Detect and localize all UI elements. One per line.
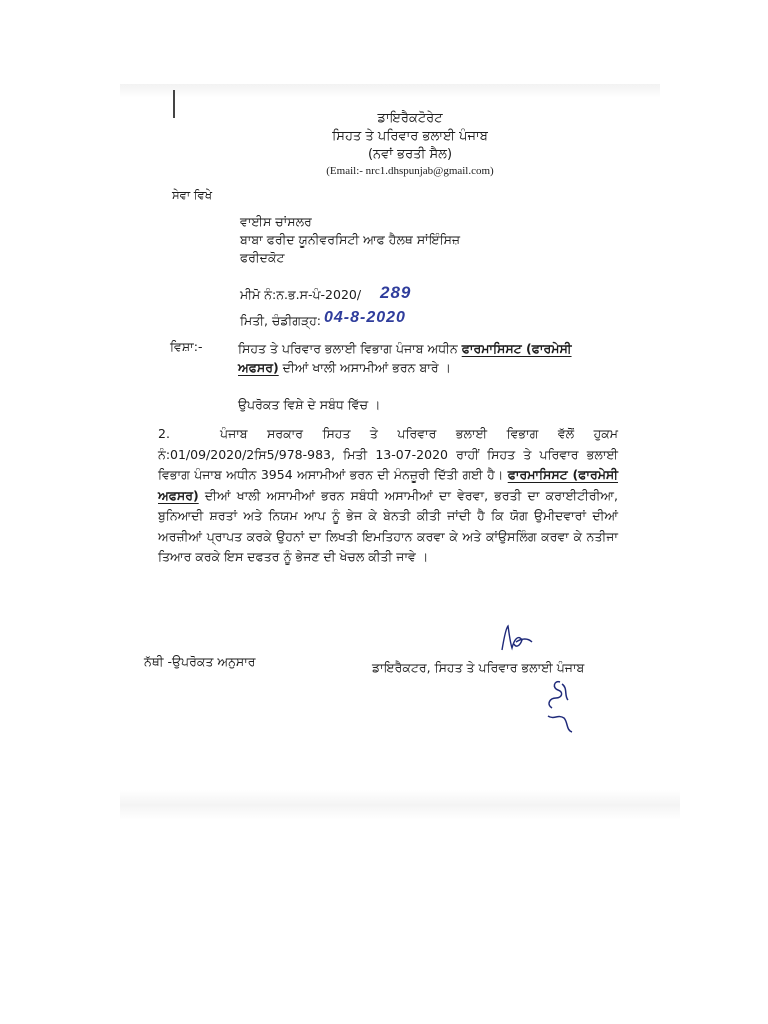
header-email: (Email:- nrc1.dhspunjab@gmail.com) bbox=[326, 165, 494, 177]
enclosure-note: ਨੱਥੀ -ਉਪਰੋਕਤ ਅਨੁਸਾਰ bbox=[144, 654, 256, 669]
director-initials-signature bbox=[496, 622, 540, 656]
reference-line: ਉਪਰੋਕਤ ਵਿਸ਼ੇ ਦੇ ਸਬੰਧ ਵਿੱਚ । bbox=[238, 397, 381, 412]
body-paragraph bbox=[158, 424, 618, 568]
header-directorate: ਡਾਇਰੈਕਟੋਰੇਟ bbox=[377, 111, 443, 126]
subject-post-name: ਫਾਰਮਾਸਿਸਟ (ਫਾਰਮੇਸੀ bbox=[461, 341, 572, 356]
margin-pen-mark bbox=[173, 90, 175, 118]
subject-part-a: ਸਿਹਤ ਤੇ ਪਰਿਵਾਰ ਭਲਾਈ ਵਿਭਾਗ ਪੰਜਾਬ ਅਧੀਨ bbox=[238, 341, 462, 356]
addressee-title: ਵਾਈਸ ਚਾਂਸਲਰ bbox=[240, 214, 312, 229]
header-department: ਸਿਹਤ ਤੇ ਪਰਿਵਾਰ ਭਲਾਈ ਪੰਜਾਬ bbox=[332, 129, 488, 144]
paragraph-post-name: ਫਾਰਮਾਸਿਸਟ (ਫਾਰਮੇਸੀ ਅਫਸਰ) bbox=[158, 467, 619, 503]
paragraph-text-b: ਦੀਆਂ ਖਾਲੀ ਅਸਾਮੀਆਂ ਭਰਨ ਸਬੰਧੀ ਅਸਾਮੀਆਂ ਦਾ ਵੇਰਵਾ, ਭਰਤੀ ਦਾ ਕਰਾਈਟੀਰੀਆ, ਬੁਨਿਆਦੀ ਸ਼ਰਤਾਂ ਅਤੇ ਨਿਯਮ ਆਪ ਨੂੰ ਭੇਜ ਕੇ ਬੇਨਤੀ ਕੀਤੀ ਜਾਂਦੀ ਹੈ ਕਿ ਯੋਗ ਉਮੀਦਵਾਰਾਂ ਦੀਆਂ ਅਰਜ਼ੀਆਂ ਪ੍ਰਾਪਤ ਕਰਕੇ ਉਹਨਾਂ ਦਾ ਲਿਖਤੀ ਇਮਤਿਹਾਨ ਕਰਵਾ ਕੇ ਅਤੇ ਕਾਂਉਸਲਿੰਗ ਕਰਵਾ ਕੇ ਨਤੀਜਾ ਤਿਆਰ ਕਰਕੇ ਇਸ ਦਫਤਰ ਨੂੰ ਭੇਜਣ ਦੀ ਖੇਚਲ ਕੀਤੀ ਜਾਵੇ । bbox=[158, 487, 618, 564]
subject-part-b: ਦੀਆਂ ਖਾਲੀ ਅਸਾਮੀਆਂ ਭਰਨ ਬਾਰੇ । bbox=[278, 359, 451, 375]
memo-label: ਮੀਮੋ ਨੰ:ਨ.ਭ.ਸ-ਪੰ-2020/ bbox=[240, 287, 362, 302]
scan-shadow-top bbox=[120, 84, 660, 98]
date-label: ਮਿਤੀ, ਚੰਡੀਗੜ੍ਹ: bbox=[240, 313, 322, 328]
header-cell: (ਨਵਾਂ ਭਰਤੀ ਸੈਲ) bbox=[367, 147, 453, 162]
scan-shadow-bottom bbox=[120, 790, 680, 820]
subject-label: ਵਿਸ਼ਾ:- bbox=[170, 339, 203, 354]
director-signature bbox=[540, 676, 586, 734]
addressee-city: ਫਰੀਦਕੋਟ bbox=[240, 250, 285, 265]
memo-number-handwritten: 289 bbox=[380, 283, 412, 302]
subject-post-name-cont: ਅਫਸਰ) bbox=[238, 359, 279, 375]
sewa-vikhe-label: ਸੇਵਾ ਵਿਖੇ bbox=[172, 188, 212, 202]
addressee-organization: ਬਾਬਾ ਫਰੀਦ ਯੂਨੀਵਰਸਿਟੀ ਆਫ ਹੈਲਥ ਸਾਂਇੰਸਿਜ਼ bbox=[240, 232, 461, 247]
signatory-designation: ਡਾਇਰੈਕਟਰ, ਸਿਹਤ ਤੇ ਪਰਿਵਾਰ ਭਲਾਈ ਪੰਜਾਬ bbox=[372, 660, 585, 675]
paragraph-text-a: ਪੰਜਾਬ ਸਰਕਾਰ ਸਿਹਤ ਤੇ ਪਰਿਵਾਰ ਭਲਾਈ ਵਿਭਾਗ ਵੱਲੋਂ ਹੁਕਮ ਨੰ:01/09/2020/2ਸਿ5/978-983, ਮਿਤੀ 13-07-2020 ਰਾਹੀਂ ਸਿਹਤ ਤੇ ਪਰਿਵਾਰ ਭਲਾਈ ਵਿਭਾਗ ਪੰਜਾਬ ਅਧੀਨ 3954 ਅਸਾਮੀਆਂ ਭਰਨ ਦੀ ਮੰਨਜ਼ੂਰੀ ਦਿੱਤੀ ਗਈ ਹੈ। bbox=[158, 426, 618, 482]
date-handwritten: 04-8-2020 bbox=[324, 309, 406, 326]
paragraph-number: 2. bbox=[158, 426, 170, 441]
subject-text bbox=[238, 340, 608, 377]
